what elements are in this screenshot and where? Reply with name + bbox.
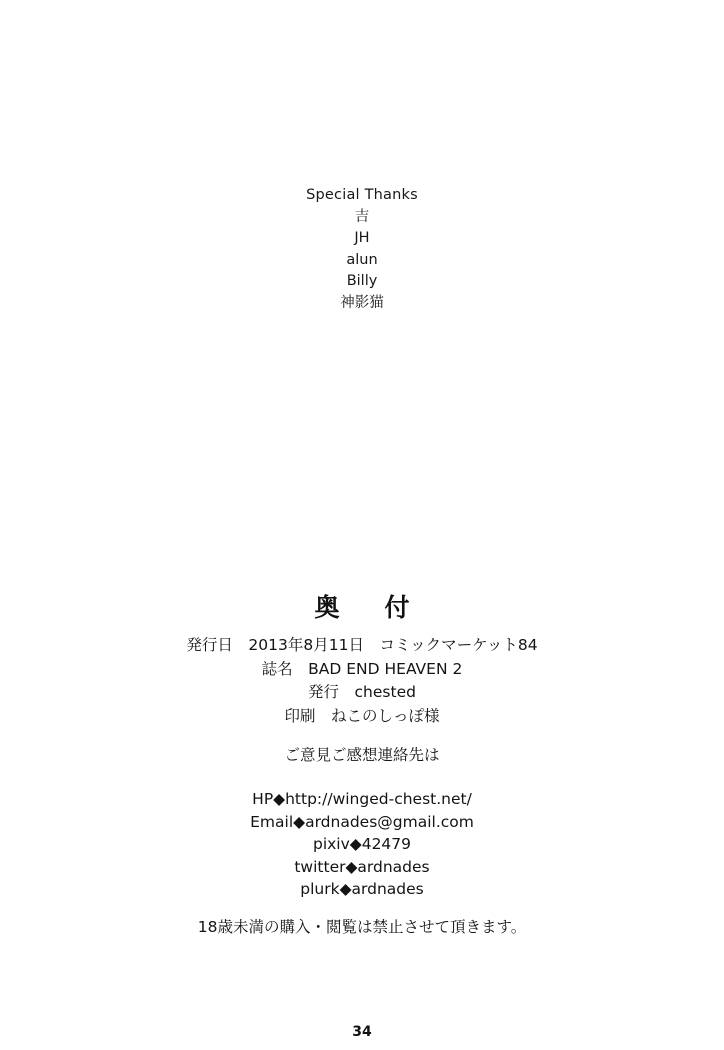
special-thanks-name: alun: [346, 251, 378, 268]
special-thanks-name: 神影猫: [340, 294, 384, 311]
colophon-info-line: 発行日 2013年8月11日 コミックマーケット84: [186, 636, 538, 654]
special-thanks-title: Special Thanks: [306, 187, 418, 203]
special-thanks-name: JH: [354, 230, 370, 246]
special-thanks-block: [0, 185, 724, 314]
colophon-info-block: [0, 634, 724, 728]
contact-intro-text: ご意見ご感想連絡先は: [284, 746, 440, 764]
colophon-info-line: 印刷 ねこのしっぽ様: [284, 706, 440, 725]
colophon-info-line: 誌名 BAD END HEAVEN 2: [261, 659, 463, 678]
contact-line-email: Email◆ardnades@gmail.com: [250, 812, 474, 831]
contact-line-twitter: twitter◆ardnades: [294, 857, 430, 876]
colophon-heading: 奥 付: [314, 593, 420, 622]
colophon-info-line: 発行 chested: [308, 683, 416, 701]
contact-list: [0, 788, 724, 901]
age-restriction-notice: 18歳未満の購入・閲覧は禁止させて頂きます。: [197, 918, 527, 936]
special-thanks-name: Billy: [346, 273, 378, 289]
contact-line-pixiv: pixiv◆42479: [312, 835, 412, 853]
contact-line-plurk: plurk◆ardnades: [300, 880, 424, 898]
page-number: 34: [352, 1024, 372, 1040]
contact-line-homepage: HP◆http://winged-chest.net/: [252, 790, 472, 808]
special-thanks-name: 吉: [354, 208, 370, 225]
